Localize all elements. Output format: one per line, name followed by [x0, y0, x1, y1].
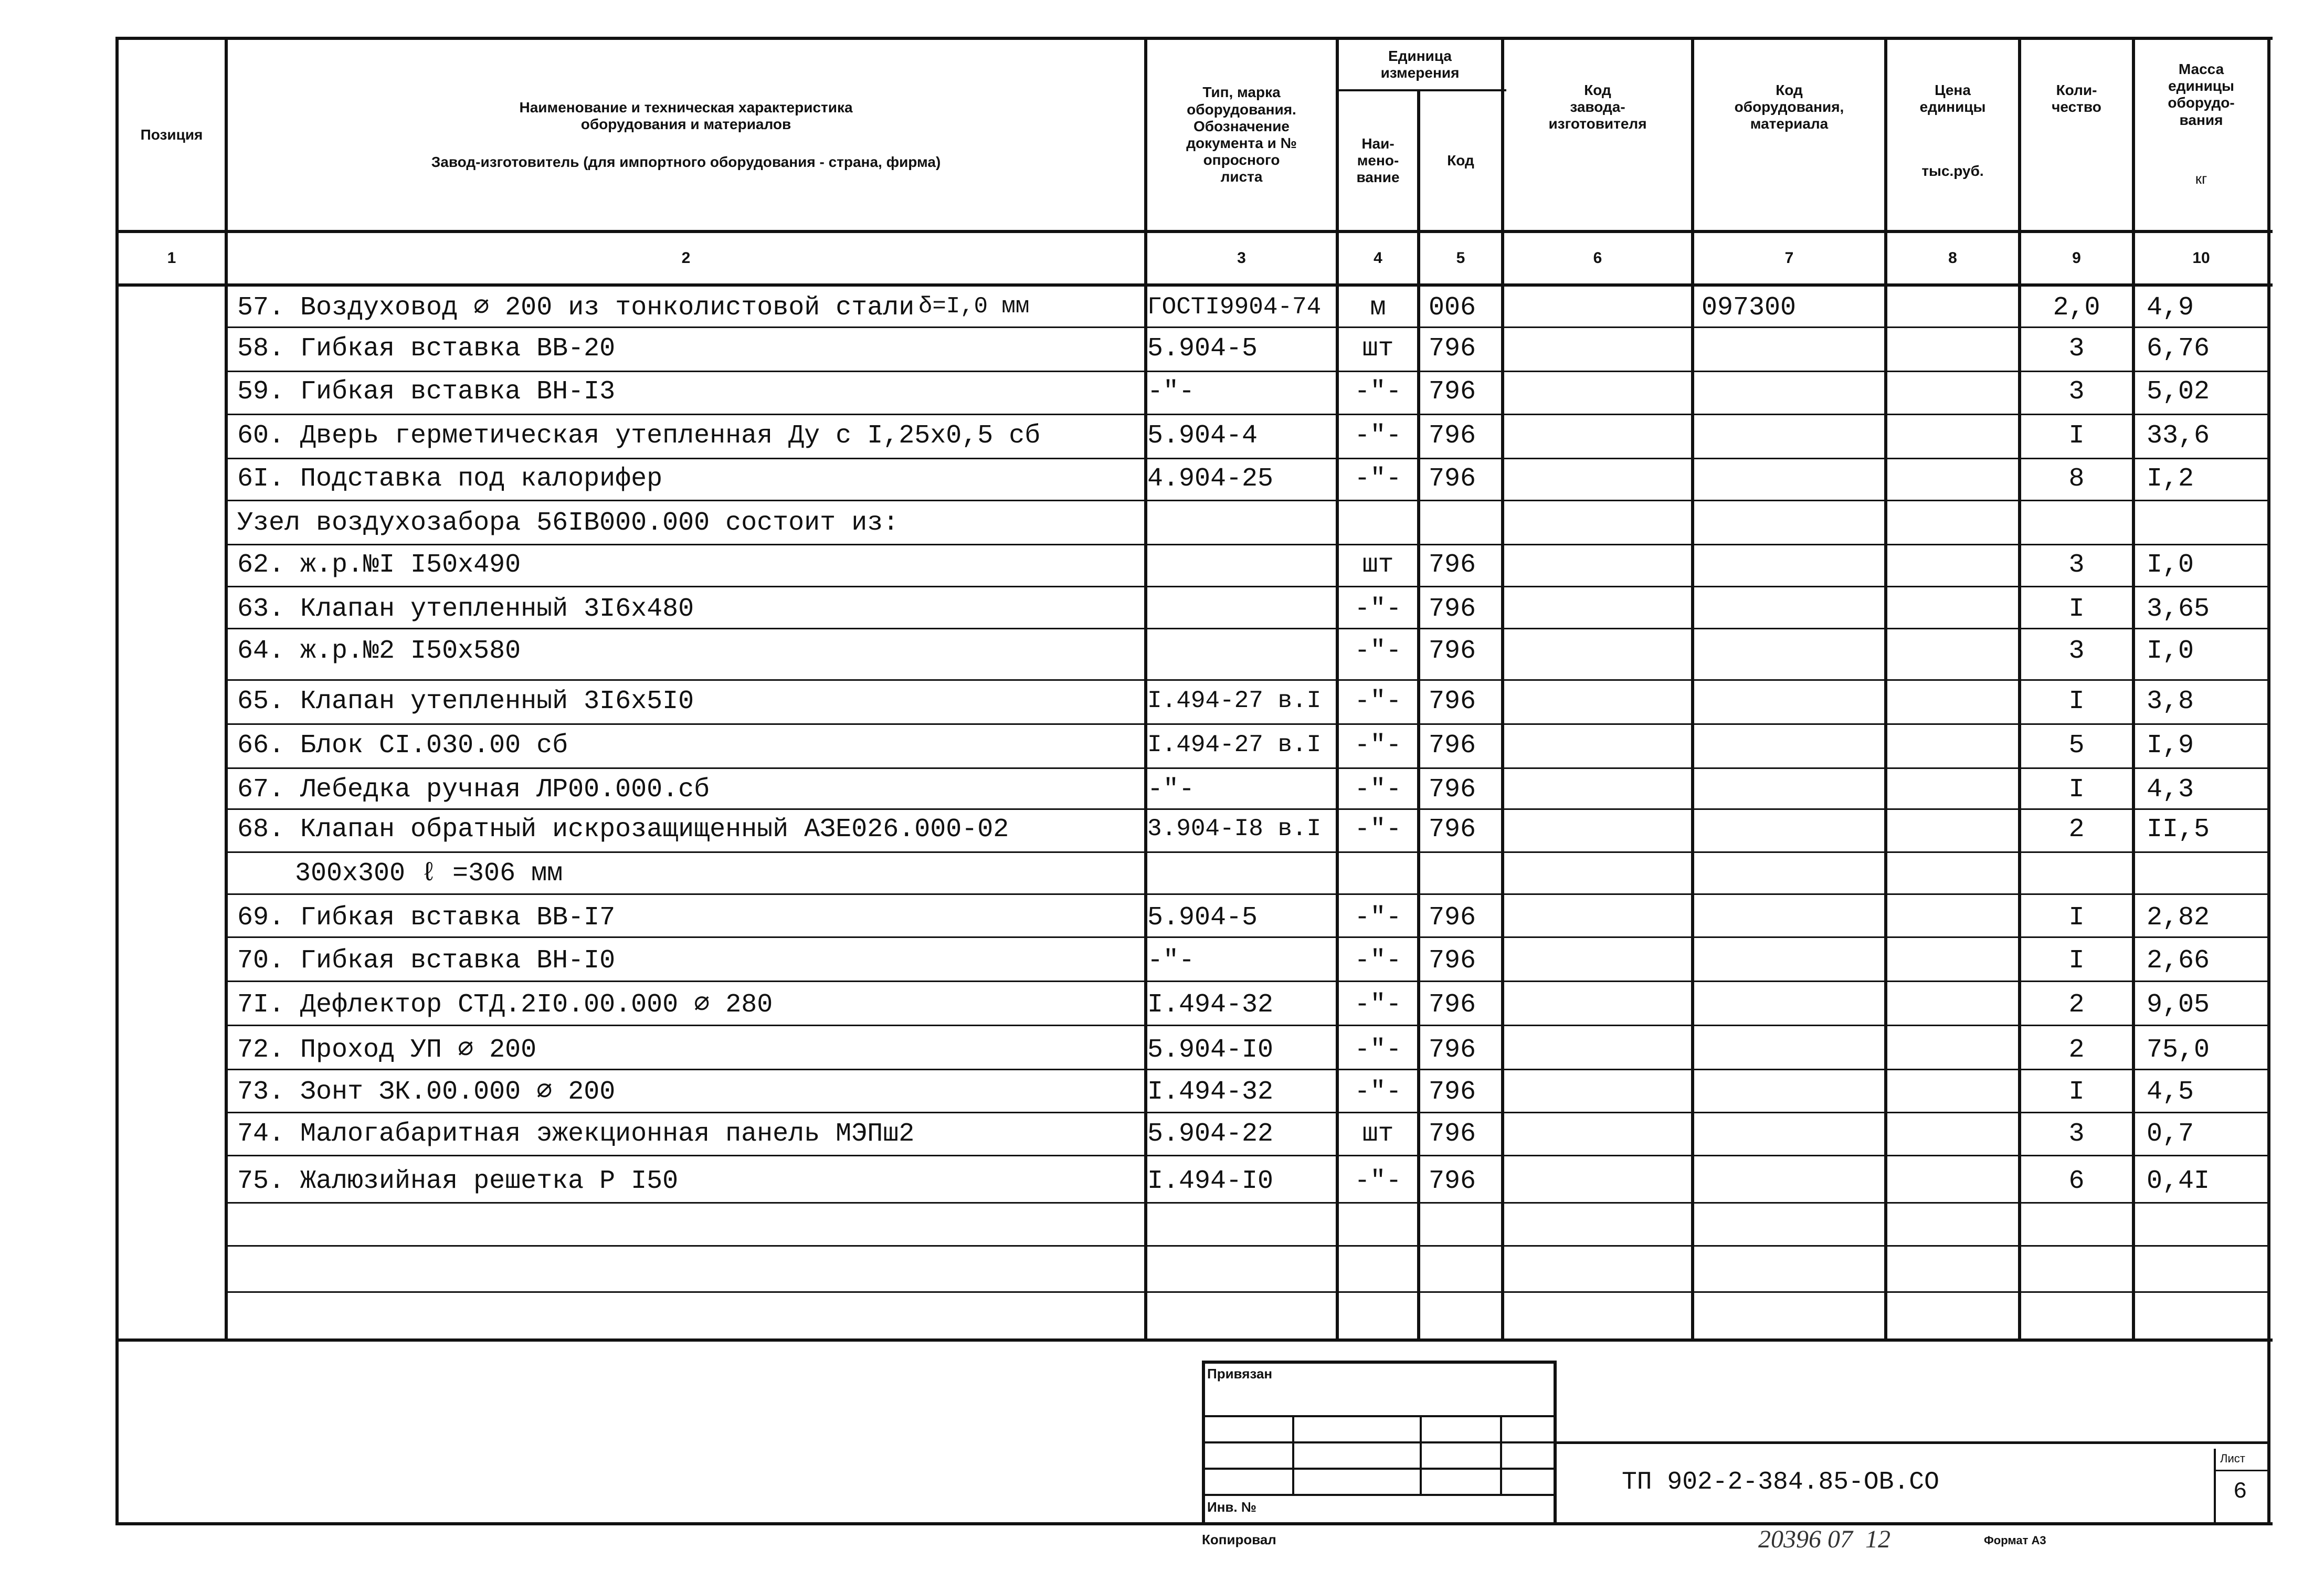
item-mass: 0,7: [2147, 1119, 2194, 1149]
table-bottom: [115, 1338, 2273, 1342]
item-name: 65. Клапан утепленный 3I6х5I0: [237, 687, 694, 716]
col-line-1: [225, 37, 228, 1342]
row-divider: [228, 936, 2267, 938]
item-unit: -"-: [1354, 731, 1402, 761]
item-quantity: 8: [2068, 464, 2085, 494]
type-mark-line: Тип, марка: [1202, 84, 1281, 101]
col-number: 1: [167, 249, 176, 267]
header-unit: [1339, 40, 1501, 89]
item-document: -"-: [1147, 377, 1195, 407]
header-plant-code: [1504, 40, 1691, 230]
footer-copied: Копировал: [1202, 1532, 1276, 1547]
quantity-line: Коли-: [2056, 82, 2097, 98]
mass-line: единицы: [2168, 78, 2234, 94]
row-divider: [228, 586, 2267, 587]
item-name: 6I. Подставка под калорифер: [237, 464, 663, 494]
item-quantity: I: [2068, 1077, 2085, 1107]
row-divider: [228, 1155, 2267, 1156]
item-unit-code: 796: [1429, 594, 1476, 624]
item-quantity: 6: [2068, 1166, 2085, 1196]
stamp-line: [1202, 1468, 1557, 1470]
item-mass: 4,3: [2147, 775, 2194, 805]
row-divider: [228, 767, 2267, 769]
mass-line: Масса: [2178, 61, 2224, 77]
item-quantity: 3: [2068, 550, 2085, 580]
item-mass: 4,5: [2147, 1077, 2194, 1107]
item-document: 5.904-I0: [1147, 1035, 1274, 1065]
item-unit: -"-: [1354, 1035, 1402, 1065]
item-mass: 6,76: [2147, 334, 2210, 364]
plant-code-line: изготовителя: [1548, 115, 1647, 132]
item-unit: -"-: [1354, 775, 1402, 805]
row-divider: [228, 544, 2267, 545]
designation-top: [1554, 1441, 2270, 1444]
item-equipment-code: 097300: [1702, 293, 1797, 323]
item-name: 66. Блок СI.030.00 сб: [237, 731, 568, 761]
stamp-col: [1292, 1415, 1294, 1494]
item-name: 60. Дверь герметическая утепленная Ду с I,25х0,5 сб: [237, 421, 1041, 451]
equip-code-line: материала: [1750, 115, 1829, 132]
item-mass: I,0: [2147, 636, 2194, 666]
item-mass: I,0: [2147, 550, 2194, 580]
item-unit: м: [1370, 293, 1386, 323]
item-unit-code: 796: [1429, 1035, 1476, 1065]
item-mass: I,9: [2147, 731, 2194, 761]
item-quantity: 3: [2068, 377, 2085, 407]
item-unit: -"-: [1354, 421, 1402, 451]
item-mass: 3,8: [2147, 687, 2194, 716]
item-unit: -"-: [1354, 636, 1402, 666]
item-unit-code: 796: [1429, 946, 1476, 976]
col-number: 3: [1237, 249, 1246, 267]
item-unit: шт: [1362, 334, 1394, 364]
row-divider: [228, 851, 2267, 853]
col-number: 2: [681, 249, 691, 267]
header-quantity: [2021, 40, 2132, 230]
item-quantity: 2: [2068, 1035, 2085, 1065]
sheet-box-line: [2214, 1470, 2270, 1471]
item-mass: II,5: [2147, 815, 2210, 845]
row-divider: [228, 679, 2267, 681]
item-mass: 0,4I: [2147, 1166, 2210, 1196]
unit-line: измерения: [1380, 65, 1460, 81]
item-mass: 2,66: [2147, 946, 2210, 976]
item-unit: шт: [1362, 550, 1394, 580]
item-mass: 2,82: [2147, 903, 2210, 933]
item-unit-code: 006: [1429, 293, 1476, 323]
item-unit-code: 796: [1429, 903, 1476, 933]
header-unit-name: [1339, 91, 1417, 230]
item-mass: I,2: [2147, 464, 2194, 494]
item-unit-code: 796: [1429, 731, 1476, 761]
price-line: единицы: [1919, 99, 1986, 115]
colnum-divider: [115, 283, 2273, 287]
item-document: I.494-32: [1147, 1077, 1274, 1107]
col-number: 6: [1593, 249, 1602, 267]
item-mass: 5,02: [2147, 377, 2210, 407]
row-divider: [228, 371, 2267, 372]
type-mark-line: опросного: [1203, 152, 1280, 168]
item-name: 69. Гибкая вставка ВВ-I7: [237, 903, 616, 933]
row-divider: [228, 1202, 2267, 1204]
unit-name-line: Наи-: [1361, 135, 1395, 152]
row-divider: [228, 1112, 2267, 1113]
col-line-6: [1691, 37, 1694, 1342]
item-unit: -"-: [1354, 687, 1402, 716]
row-divider: [228, 1025, 2267, 1026]
item-unit-code: 796: [1429, 421, 1476, 451]
item-mass: 4,9: [2147, 293, 2194, 323]
item-document: -"-: [1147, 775, 1195, 805]
item-quantity: I: [2068, 775, 2085, 805]
item-mass: 3,65: [2147, 594, 2210, 624]
item-name: 57. Воздуховод ∅ 200 из тонколистовой стали: [237, 293, 915, 323]
item-quantity: 3: [2068, 334, 2085, 364]
col-number: 9: [2072, 249, 2081, 267]
equip-code-line: Код: [1776, 82, 1803, 98]
col-line-5: [1501, 37, 1504, 1342]
row-divider: [228, 893, 2267, 895]
item-mass: 33,6: [2147, 421, 2210, 451]
item-quantity: I: [2068, 946, 2085, 976]
row-divider: [228, 326, 2267, 328]
item-unit-code: 796: [1429, 1166, 1476, 1196]
col-number: 5: [1456, 249, 1465, 267]
row-divider: [228, 1245, 2267, 1247]
row-divider: [228, 723, 2267, 725]
footer-handwritten-number: 20396 07 12: [1758, 1525, 1890, 1553]
type-mark-line: документа и №: [1186, 135, 1297, 151]
mass-unit: кг: [2195, 170, 2207, 187]
row-divider: [228, 500, 2267, 501]
item-name: 72. Проход УП ∅ 200: [237, 1035, 537, 1065]
row-divider: [228, 1291, 2267, 1293]
item-document: 5.904-5: [1147, 334, 1258, 364]
stamp-col: [1420, 1415, 1422, 1494]
item-name: 63. Клапан утепленный 3I6х480: [237, 594, 694, 624]
sheet-box-left: [2214, 1449, 2216, 1522]
item-unit-code: 796: [1429, 334, 1476, 364]
item-name: Узел воздухозабора 56IВ000.000 состоит из:: [237, 508, 899, 538]
col-number: 10: [2192, 249, 2210, 267]
item-name: 68. Клапан обратный искрозащищенный АЗЕ026.000-02: [237, 815, 1009, 845]
col-number: 4: [1374, 249, 1382, 267]
stamp-inv: Инв. №: [1207, 1499, 1256, 1515]
type-mark-line: Обозначение: [1193, 118, 1290, 134]
row-divider: [228, 981, 2267, 982]
row-divider: [228, 458, 2267, 459]
sheet-label: Лист: [2220, 1452, 2245, 1465]
stamp-line: [1202, 1415, 1557, 1417]
item-unit-code: 796: [1429, 775, 1476, 805]
header-name-line1: Наименование и техническая характеристика: [519, 99, 853, 115]
item-unit-code: 796: [1429, 990, 1476, 1020]
item-unit-code: 796: [1429, 550, 1476, 580]
item-name: 73. Зонт ЗК.00.000 ∅ 200: [237, 1077, 616, 1107]
document-designation: ТП 902-2-384.85-ОВ.СО: [1622, 1468, 1939, 1496]
item-unit-code: 796: [1429, 815, 1476, 845]
stamp-col: [1500, 1415, 1502, 1494]
item-quantity: 5: [2068, 731, 2085, 761]
item-quantity: 2: [2068, 815, 2085, 845]
item-quantity: 3: [2068, 1119, 2085, 1149]
row-divider: [228, 808, 2267, 810]
header-name-line2: оборудования и материалов: [580, 115, 791, 132]
item-name: 75. Жалюзийная решетка Р I50: [237, 1166, 679, 1196]
item-name: 74. Малогабаритная эжекционная панель МЭПш2: [237, 1119, 915, 1149]
item-thickness: δ=I,0 мм: [918, 293, 1030, 320]
item-name: 59. Гибкая вставка ВН-I3: [237, 377, 616, 407]
item-unit-code: 796: [1429, 636, 1476, 666]
item-document: 5.904-22: [1147, 1119, 1274, 1149]
unit-name-line: вание: [1356, 169, 1400, 186]
item-document: I.494-32: [1147, 990, 1274, 1020]
item-unit: -"-: [1354, 594, 1402, 624]
item-unit: -"-: [1354, 464, 1402, 494]
item-name: 62. ж.р.№I I50х490: [237, 550, 521, 580]
footer-format: Формат А3: [1984, 1534, 2046, 1547]
header-equip-code: [1694, 40, 1884, 230]
item-document: 5.904-5: [1147, 903, 1258, 933]
item-name: 70. Гибкая вставка ВН-I0: [237, 946, 616, 976]
header-mass: [2135, 40, 2267, 230]
mass-line: оборудо-: [2168, 94, 2235, 111]
item-name: 58. Гибкая вставка ВВ-20: [237, 334, 616, 364]
item-unit: -"-: [1354, 946, 1402, 976]
row-divider: [228, 1069, 2267, 1070]
quantity-line: чество: [2052, 99, 2101, 115]
item-mass: 9,05: [2147, 990, 2210, 1020]
plant-code-line: завода-: [1570, 99, 1625, 115]
item-unit: -"-: [1354, 377, 1402, 407]
header-name-line3: Завод-изготовитель (для импортного оборудования - страна, фирма): [431, 154, 941, 171]
item-unit-code: 796: [1429, 464, 1476, 494]
item-quantity: 2,0: [2053, 293, 2100, 323]
item-document: 4.904-25: [1147, 464, 1274, 494]
item-unit: -"-: [1354, 990, 1402, 1020]
item-document: 5.904-4: [1147, 421, 1258, 451]
item-quantity: 2: [2068, 990, 2085, 1020]
item-name: 300х300 ℓ =306 мм: [295, 859, 563, 889]
item-document: I.494-I0: [1147, 1166, 1274, 1196]
unit-name-line: мено-: [1357, 152, 1399, 168]
mass-line: вания: [2179, 111, 2223, 128]
item-name: 67. Лебедка ручная ЛР00.000.сб: [237, 775, 710, 805]
item-unit: -"-: [1354, 1166, 1402, 1196]
border-bottom: [115, 1522, 2273, 1525]
col-number: 7: [1784, 249, 1794, 267]
price-line: Цена: [1935, 82, 1971, 98]
plant-code-line: Код: [1584, 82, 1611, 98]
row-divider: [228, 414, 2267, 415]
header-price: [1887, 40, 2018, 230]
stamp-privyazan: Привязан: [1207, 1366, 1273, 1382]
item-document: I.494-27 в.I: [1147, 731, 1322, 758]
item-quantity: I: [2068, 594, 2085, 624]
item-quantity: I: [2068, 903, 2085, 933]
item-unit: -"-: [1354, 1077, 1402, 1107]
stamp-line: [1202, 1441, 1557, 1443]
item-document: -"-: [1147, 946, 1195, 976]
item-quantity: I: [2068, 421, 2085, 451]
header-type-mark: [1147, 40, 1336, 230]
stamp-line: [1202, 1494, 1557, 1496]
item-unit: шт: [1362, 1119, 1394, 1149]
item-unit: -"-: [1354, 903, 1402, 933]
equip-code-line: оборудования,: [1734, 99, 1844, 115]
type-mark-line: листа: [1220, 168, 1263, 185]
item-unit-code: 796: [1429, 687, 1476, 716]
item-name: 7I. Дефлектор СТД.2I0.00.000 ∅ 280: [237, 990, 773, 1020]
col-line-9: [2132, 37, 2135, 1342]
item-unit-code: 796: [1429, 1119, 1476, 1149]
col-line-10: [2267, 37, 2270, 1525]
row-divider: [228, 628, 2267, 629]
type-mark-line: оборудования.: [1187, 101, 1296, 118]
item-mass: 75,0: [2147, 1035, 2210, 1065]
sheet-number: 6: [2233, 1479, 2247, 1505]
header-position: Позиция: [140, 126, 203, 143]
stamp-top: [1202, 1361, 1557, 1364]
item-name: 64. ж.р.№2 I50х580: [237, 636, 521, 666]
item-quantity: I: [2068, 687, 2085, 716]
price-unit: тыс.руб.: [1921, 163, 1984, 180]
item-quantity: 3: [2068, 636, 2085, 666]
header-unit-code: Код: [1447, 152, 1474, 168]
item-document: ГОСТI9904-74: [1147, 293, 1322, 321]
col-line-7: [1884, 37, 1887, 1342]
item-document: I.494-27 в.I: [1147, 687, 1322, 714]
header-name: [228, 40, 1144, 230]
item-unit-code: 796: [1429, 1077, 1476, 1107]
item-unit: -"-: [1354, 815, 1402, 845]
unit-line: Единица: [1388, 47, 1452, 64]
item-document: 3.904-I8 в.I: [1147, 815, 1322, 842]
item-unit-code: 796: [1429, 377, 1476, 407]
col-number: 8: [1948, 249, 1957, 267]
